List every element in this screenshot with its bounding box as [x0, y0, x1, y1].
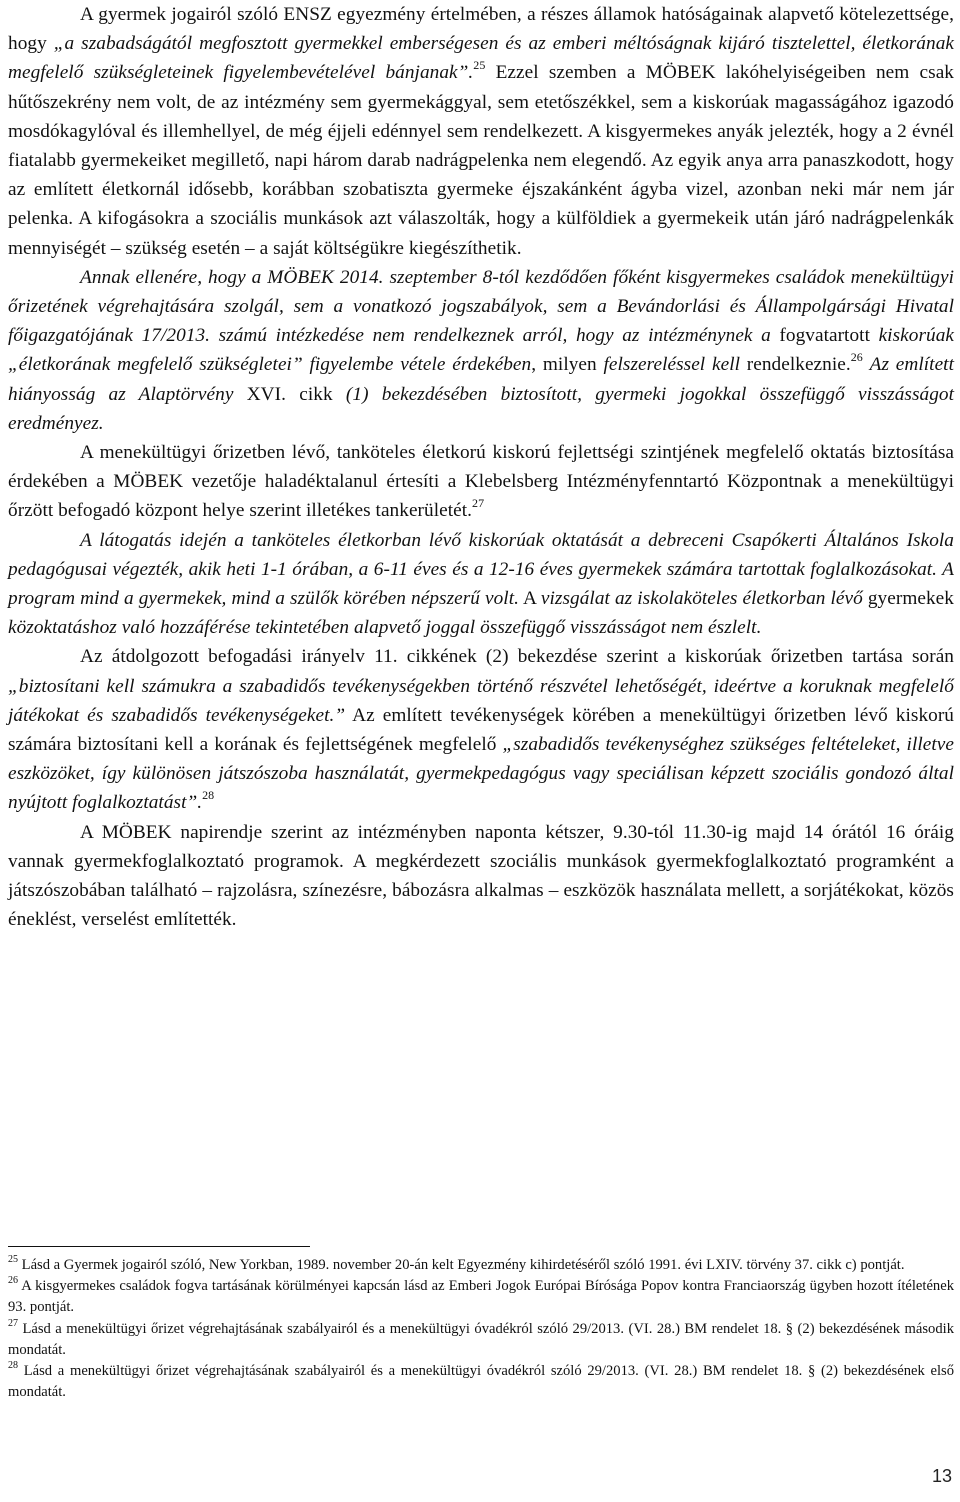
footnotes	[8, 1255, 954, 1403]
italic-text: Az említett hiányosság az Alaptörvény	[8, 354, 954, 405]
footnote-number: 26	[8, 1275, 18, 1287]
footnote-number: 25	[8, 1254, 18, 1266]
text-run: XVI. cikk	[233, 383, 346, 405]
paragraph-4	[8, 526, 954, 643]
footnote-reference: 27	[472, 496, 485, 511]
footnote-number: 27	[8, 1317, 18, 1329]
text-run: A gyermek jogairól szóló ENSZ egyezmény értelmében, a részes államok hatóságainak alapvető kötelezettsége, hogy	[8, 4, 954, 55]
italic-text: Annak ellenére, hogy a MÖBEK 2014. szeptember 8-tól kezdődően főként kisgyermekes családok menekültügyi őrizetének végrehajtására szolgál, sem a vonatkozó jogszabályok, sem a Bevándorlási és Állampolgársági Hivatal főigazgatójának 17/2013. számú intézkedése nem rendelkeznek arról, hogy az intézménynek a	[8, 266, 954, 347]
text-run: gyermekek	[862, 588, 954, 610]
text-run: , milyen	[531, 354, 604, 376]
footnote-reference: 26	[850, 350, 863, 365]
footnote-28	[8, 1361, 954, 1403]
text-run	[863, 354, 870, 375]
paragraph-5	[8, 642, 954, 817]
italic-text: „szabadidős tevékenységhez szükséges feltételeket, illetve eszközöket, így különösen játszószoba használatát, gyermekpedagógus vagy speciálisan képzett szociális gondozó által nyújtott foglalkoztatást”.	[8, 734, 954, 814]
text-run: Ezzel szemben a MÖBEK lakóhelyiségeiben nem csak hűtőszekrény nem volt, de az intézmény sem gyermekággyal, sem etetőszékkel, sem a kiskorúak magasságához igazodó mosdókagylóval és illemhellyel, de még éjjeli edénnyel sem rendelkezett. A kisgyermekes anyák jelezték, hogy a 2 évnél fiatalabb gyermekeiket megillető, napi három darab nadrágpelenka nem elegendő. Az egyik anya arra panaszkodott, hogy az említett életkornál idősebb, korábban szobatiszta gyermeke éjszakánként ágyba vizel, azonban neki már nem jár pelenka. A kifogásokra a szociális munkások azt válaszolták, hogy a külföldiek a gyermekeik után járó nadrágpelenkák mennyiségét – szükség esetén – a saját költségükre kiegészíthetik.	[8, 62, 954, 259]
italic-text: „a szabadságától megfosztott gyermekkel emberségesen és az emberi méltóságnak kijáró tisztelettel, életkorának megfelelő szükségleteinek figyelembevételével bánjanak”.	[8, 33, 954, 84]
footnote-text: Lásd a menekültügyi őrizet végrehajtásának szabályairól és a menekültügyi óvadékról szóló 29/2013. (VI. 28.) BM rendelet 18. § (2) bekezdésének első mondatát.	[8, 1363, 954, 1401]
italic-text: kiskorúak „életkorának megfelelő szükségletei” figyelembe vétele érdekében	[8, 325, 954, 376]
text-run: Az átdolgozott befogadási irányelv 11. cikkének (2) bekezdése szerint a kiskorúak őrizetben tartása során	[80, 646, 954, 668]
text-run: Az említett tevékenységek körében a menekültügyi őrizetben lévő kiskorú számára biztosítani kell a korának és fejlettségének megfelelő	[8, 704, 955, 756]
footnote-number: 28	[8, 1360, 18, 1372]
footnote-separator	[8, 1246, 310, 1247]
paragraph-6	[8, 818, 954, 935]
footnote-25	[8, 1255, 954, 1276]
footnote-text: A kisgyermekes családok fogva tartásának körülményei kapcsán lásd az Emberi Jogok Európai Bírósága Popov kontra Franciaország ügyben hozott ítéletének 93. pontját.	[8, 1278, 954, 1316]
paragraph-2	[8, 263, 954, 438]
italic-text: A látogatás idején a tanköteles életkorban lévő kiskorúak oktatását a debreceni Csapókerti Általános Iskola pedagógusai végezték, akik heti 1-1 órában, a 6-11 éves és a 12-16 éves gyermekek számára tartottak foglalkozásokat. A program mind a gyermekek, mind a szülők körében népszerű volt.	[8, 529, 954, 610]
italic-text: vizsgálat az iskolaköteles életkorban lévő	[540, 588, 863, 610]
italic-text: „biztosítani kell számukra a szabadidős tevékenységekben történő részvétel lehetőségét, ideértve a koruknak megfelelő játékokat és szabadidős tevékenységeket.”	[8, 675, 954, 726]
footnote-text: Lásd a Gyermek jogairól szóló, New Yorkban, 1989. november 20-án kelt Egyezmény kihirdetéséről szóló 1991. évi LXIV. törvény 37. cikk c) pontját.	[18, 1257, 905, 1273]
text-run: rendelkeznie.	[740, 354, 851, 376]
text-run: fogvatartott	[770, 325, 879, 347]
text-run: A	[519, 588, 541, 610]
footnote-reference: 25	[473, 57, 486, 72]
italic-text: felszereléssel kell	[603, 354, 741, 376]
text-run: A MÖBEK napirendje szerint az intézményben naponta kétszer, 9.30-tól 11.30-ig majd 14 órától 16 óráig vannak gyermekfoglalkoztató programok. A megkérdezett szociális munkások gyermekfoglalkoztató programként a játszószobában található – rajzolásra, színezésre, bábozásra alkalmas – eszközök használata mellett, a sorjátékokat, közös éneklést, verselést említették.	[8, 821, 954, 931]
footnote-text: Lásd a menekültügyi őrizet végrehajtásának szabályairól és a menekültügyi óvadékról szóló 29/2013. (VI. 28.) BM rendelet 18. § (2) bekezdésének második mondatát.	[8, 1320, 954, 1358]
document-body	[8, 0, 954, 935]
text-run: A menekültügyi őrizetben lévő, tanköteles életkorú kiskorú fejlettségi szintjének megfelelő oktatás biztosítása érdekében a MÖBEK vezetője haladéktalanul értesíti a Klebelsberg Intézményfenntartó Központnak a menekültügyi őrzött befogadó központ helye szerint illetékes tankerületét.	[8, 442, 954, 522]
footnote-27	[8, 1319, 954, 1361]
italic-text: (1) bekezdésében biztosított, gyermeki jogokkal összefüggő visszásságot eredményez.	[8, 383, 954, 434]
paragraph-3	[8, 438, 954, 526]
footnote-26	[8, 1276, 954, 1318]
italic-text: közoktatáshoz való hozzáférése tekintetében alapvető joggal összefüggő visszásságot nem észlelt.	[8, 617, 762, 639]
footnote-reference: 28	[202, 788, 215, 803]
page-number: 13	[931, 1466, 952, 1486]
paragraph-1	[8, 0, 954, 263]
